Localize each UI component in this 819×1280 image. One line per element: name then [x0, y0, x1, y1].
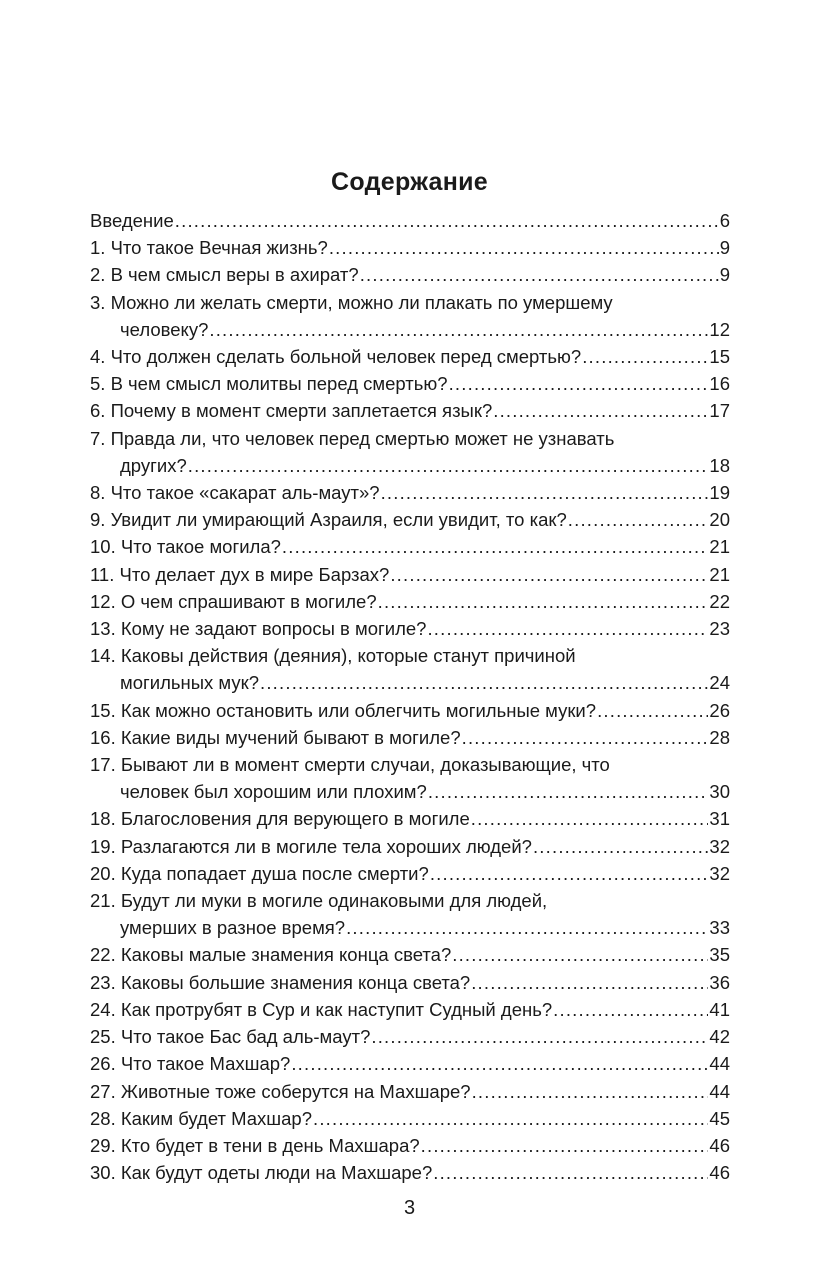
toc-entry: [90, 370, 730, 397]
toc-entry-page: 44: [709, 1080, 730, 1102]
dot-leader: [472, 1078, 709, 1105]
toc-entry-page: 24: [709, 672, 730, 694]
dot-leader: [188, 452, 709, 479]
toc-entry-page: 46: [709, 1162, 730, 1184]
toc-entry-title-line: 7. Правда ли, что человек перед смертью может не узнавать: [90, 427, 615, 449]
toc-entry: [90, 1159, 730, 1186]
toc-entry: [90, 941, 730, 968]
toc-entry-row: [90, 588, 730, 615]
toc-entry-title-line: 3. Можно ли желать смерти, можно ли плакать по умершему: [90, 291, 613, 313]
toc-entry-row: [90, 996, 730, 1023]
toc-entry-title: 30. Как будут одеты люди на Махшаре?: [90, 1162, 433, 1184]
toc-entry-page: 36: [709, 971, 730, 993]
dot-leader: [430, 860, 709, 887]
toc-entry-title: 5. В чем смысл молитвы перед смертью?: [90, 373, 448, 395]
dot-leader: [471, 969, 708, 996]
toc-entry-page: 23: [709, 618, 730, 640]
toc-entry-row: [90, 533, 730, 560]
toc-entry-row: [90, 778, 730, 805]
toc-entry: [90, 887, 730, 941]
toc-entry-page: 18: [709, 454, 730, 476]
toc-entry: [90, 506, 730, 533]
toc-entry-title: человеку?: [120, 318, 209, 340]
dot-leader: [471, 805, 709, 832]
toc-entry-row: [90, 561, 730, 588]
toc-entry-row: [90, 452, 730, 479]
dot-leader: [421, 1132, 709, 1159]
toc-entry-title: 23. Каковы большие знамения конца света?: [90, 971, 471, 993]
toc-entry-title: могильных мук?: [120, 672, 259, 694]
toc-entry-title: 2. В чем смысл веры в ахират?: [90, 264, 359, 286]
dot-leader: [582, 343, 708, 370]
toc-entry-page: 20: [709, 509, 730, 531]
toc-entry: [90, 724, 730, 751]
toc-entry-row: [90, 479, 730, 506]
toc-entry: [90, 1078, 730, 1105]
toc-entry-title: 25. Что такое Бас бад аль-маут?: [90, 1026, 371, 1048]
table-of-contents: [90, 207, 730, 1186]
toc-entry-row: [90, 506, 730, 533]
dot-leader: [346, 914, 708, 941]
toc-entry-title: 28. Каким будет Махшар?: [90, 1107, 312, 1129]
toc-entry-title-line: 14. Каковы действия (деяния), которые станут причиной: [90, 645, 576, 667]
toc-entry: [90, 289, 730, 343]
dot-leader: [381, 479, 709, 506]
dot-leader: [452, 941, 708, 968]
toc-entry-title: 11. Что делает дух в мире Барзах?: [90, 563, 390, 585]
toc-entry-page: 41: [709, 998, 730, 1020]
dot-leader: [360, 261, 719, 288]
toc-entry-page: 15: [709, 346, 730, 368]
toc-entry: [90, 207, 730, 234]
toc-entry: [90, 561, 730, 588]
toc-entry-row: [90, 1159, 730, 1186]
toc-entry-page: 31: [709, 808, 730, 830]
dot-leader: [390, 561, 708, 588]
toc-entry-title: 1. Что такое Вечная жизнь?: [90, 237, 328, 259]
toc-entry: [90, 697, 730, 724]
dot-leader: [568, 506, 709, 533]
toc-entry-page: 21: [709, 563, 730, 585]
toc-entry-page: 9: [719, 237, 730, 259]
toc-entry-title: 10. Что такое могила?: [90, 536, 281, 558]
dot-leader: [175, 207, 719, 234]
toc-entry-row: [90, 669, 730, 696]
dot-leader: [533, 833, 708, 860]
toc-entry-row: [90, 343, 730, 370]
toc-entry-row: [90, 1132, 730, 1159]
toc-entry-row: [90, 615, 730, 642]
toc-entry: [90, 1050, 730, 1077]
toc-entry: [90, 588, 730, 615]
toc-entry-row: [90, 261, 730, 288]
toc-entry: [90, 860, 730, 887]
dot-leader: [282, 533, 709, 560]
toc-entry: [90, 479, 730, 506]
toc-entry-row: [90, 1105, 730, 1132]
toc-entry: [90, 343, 730, 370]
toc-entry-title: умерших в разное время?: [120, 917, 346, 939]
toc-entry: [90, 1023, 730, 1050]
toc-entry-title: 12. О чем спрашивают в могиле?: [90, 590, 377, 612]
toc-entry-title: 16. Какие виды мучений бывают в могиле?: [90, 726, 461, 748]
toc-entry-title: 24. Как протрубят в Сур и как наступит Судный день?: [90, 998, 553, 1020]
toc-entry-title-line: 21. Будут ли муки в могиле одинаковыми для людей,: [90, 890, 548, 912]
toc-entry: [90, 425, 730, 479]
dot-leader: [433, 1159, 708, 1186]
toc-entry-row: [90, 860, 730, 887]
toc-entry-row: [90, 316, 730, 343]
toc-entry-title: 26. Что такое Махшар?: [90, 1053, 291, 1075]
toc-entry-page: 21: [709, 536, 730, 558]
toc-entry-title: 18. Благословения для верующего в могиле: [90, 808, 470, 830]
dot-leader: [428, 778, 709, 805]
toc-entry-title: других?: [120, 454, 187, 476]
toc-entry: [90, 615, 730, 642]
toc-entry-page: 32: [709, 862, 730, 884]
toc-entry-page: 9: [719, 264, 730, 286]
toc-entry-row: [90, 397, 730, 424]
toc-entry-title: 15. Как можно остановить или облегчить могильные муки?: [90, 699, 597, 721]
dot-leader: [493, 397, 708, 424]
toc-entry-page: 28: [709, 726, 730, 748]
toc-entry-row: [90, 1023, 730, 1050]
toc-entry: [90, 996, 730, 1023]
toc-entry-title: 6. Почему в момент смерти заплетается язык?: [90, 400, 493, 422]
toc-entry: [90, 969, 730, 996]
toc-entry-page: 32: [709, 835, 730, 857]
dot-leader: [597, 697, 708, 724]
dot-leader: [329, 234, 719, 261]
toc-entry-row: [90, 914, 730, 941]
toc-entry-page: 45: [709, 1107, 730, 1129]
dot-leader: [371, 1023, 708, 1050]
toc-entry: [90, 805, 730, 832]
toc-entry: [90, 1132, 730, 1159]
toc-entry-page: 6: [719, 210, 730, 231]
toc-entry-title: 27. Животные тоже соберутся на Махшаре?: [90, 1080, 471, 1102]
toc-entry: [90, 234, 730, 261]
dot-leader: [209, 316, 708, 343]
toc-entry-title-line: 17. Бывают ли в момент смерти случаи, доказывающие, что: [90, 754, 610, 776]
toc-entry-page: 46: [709, 1134, 730, 1156]
toc-entry-page: 16: [709, 373, 730, 395]
page-title: Содержание: [330, 168, 489, 196]
toc-entry-row: [90, 370, 730, 397]
toc-entry-page: 44: [709, 1053, 730, 1075]
toc-entry-row: [90, 234, 730, 261]
toc-entry-page: 22: [709, 590, 730, 612]
toc-entry-page: 17: [709, 400, 730, 422]
toc-entry-row: [90, 941, 730, 968]
dot-leader: [260, 669, 708, 696]
dot-leader: [291, 1050, 708, 1077]
toc-entry-title: 13. Кому не задают вопросы в могиле?: [90, 618, 427, 640]
toc-entry-title: Введение: [90, 210, 174, 231]
dot-leader: [462, 724, 709, 751]
toc-entry-row: [90, 969, 730, 996]
dot-leader: [449, 370, 709, 397]
toc-entry-title: человек был хорошим или плохим?: [120, 781, 427, 803]
toc-entry: [90, 751, 730, 805]
dot-leader: [553, 996, 708, 1023]
toc-entry-page: 30: [709, 781, 730, 803]
toc-entry-title: 4. Что должен сделать больной человек перед смертью?: [90, 346, 582, 368]
toc-entry-title: 20. Куда попадает душа после смерти?: [90, 862, 429, 884]
toc-entry-row: [90, 207, 730, 234]
toc-entry-row: [90, 833, 730, 860]
toc-entry-page: 35: [709, 944, 730, 966]
toc-entry-page: 42: [709, 1026, 730, 1048]
toc-entry: [90, 642, 730, 696]
toc-entry-title: 29. Кто будет в тени в день Махшара?: [90, 1134, 420, 1156]
toc-entry-page: 26: [709, 699, 730, 721]
toc-entry-title: 19. Разлагаются ли в могиле тела хороших людей?: [90, 835, 532, 857]
dot-leader: [427, 615, 708, 642]
dot-leader: [313, 1105, 708, 1132]
page-number: 3: [403, 1197, 416, 1219]
toc-entry: [90, 533, 730, 560]
toc-entry-page: 19: [709, 482, 730, 504]
toc-entry-title: 9. Увидит ли умирающий Азраиля, если увидит, то как?: [90, 509, 567, 531]
toc-entry: [90, 261, 730, 288]
toc-entry-title: 22. Каковы малые знамения конца света?: [90, 944, 452, 966]
toc-entry-row: [90, 805, 730, 832]
toc-entry: [90, 397, 730, 424]
toc-entry-row: [90, 1050, 730, 1077]
toc-entry-row: [90, 697, 730, 724]
toc-entry-row: [90, 1078, 730, 1105]
toc-entry: [90, 833, 730, 860]
dot-leader: [378, 588, 709, 615]
toc-entry-row: [90, 724, 730, 751]
toc-entry: [90, 1105, 730, 1132]
toc-entry-page: 12: [709, 318, 730, 340]
toc-entry-title: 8. Что такое «сакарат аль-маут»?: [90, 482, 380, 504]
toc-entry-page: 33: [709, 917, 730, 939]
